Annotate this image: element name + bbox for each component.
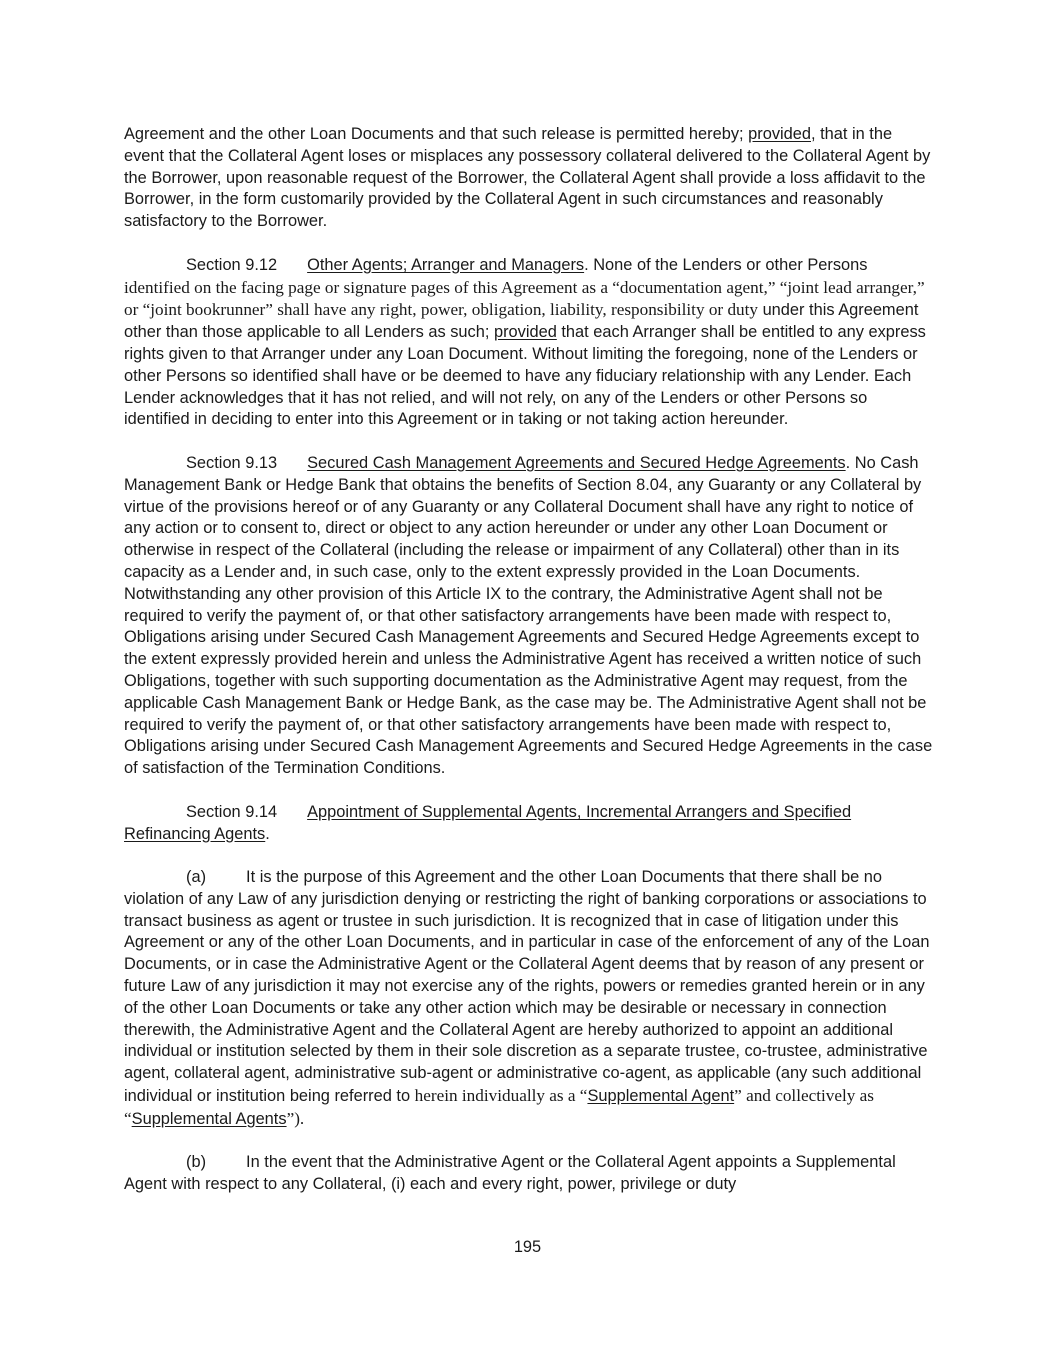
section-heading: Secured Cash Management Agreements and Secured Hedge Agreements	[307, 453, 846, 472]
page-number: 195	[513, 1238, 542, 1256]
defined-term-provided: provided	[493, 323, 557, 342]
section-9-14: Section 9.14 Appointment of Supplemental Agents, Incremental Arrangers and Specified Refinancing Agents.	[124, 802, 852, 843]
section-heading: Other Agents; Arranger and Managers	[307, 255, 585, 274]
defined-term-provided: provided	[748, 125, 811, 143]
defined-term-supplemental-agent: Supplemental Agent	[587, 1087, 735, 1106]
paragraph-continuation: Agreement and the other Loan Documents and that such release is permitted hereby; provided, that in the event that the Collateral Agent loses or misplaces any possessory collateral delivered to the Collateral Agent by the Borrower, upon reasonable request of the Borrower, the Collateral Agent shall provide a loss affidavit to the Borrower, in the form customarily provided by the Collateral Agent in such circumstances and reasonably satisfactory to the Borrower.	[124, 125, 931, 231]
document-page	[124, 124, 936, 1218]
subsection-label: (b)	[186, 1153, 207, 1172]
subsection-label: (a)	[186, 868, 207, 887]
section-number: Section 9.12	[186, 255, 278, 274]
defined-term-supplemental-agents: Supplemental Agents	[131, 1109, 287, 1128]
section-number: Section 9.13	[186, 453, 278, 472]
section-heading: Appointment of Supplemental Agents, Incremental Arrangers and Specified Refinancing Agents	[124, 802, 852, 843]
subsection-b: (b) In the event that the Administrative Agent or the Collateral Agent appoints a Supplemental Agent with respect to any Collateral, (i) each and every right, power, privilege or duty	[124, 1153, 896, 1194]
section-9-12: Section 9.12 Other Agents; Arranger and Managers. None of the Lenders or other Persons identified on the facing page or signature pages of this Agreement as a “documentation agent,” “joint lead arranger,” or “joint bookrunner” shall have any right, power, obligation, liability, responsibility or duty under this Agreement other than those applicable to all Lenders as such; provided that each Arranger shall be entitled to any express rights given to that Arranger under any Loan Document. Without limiting the foregoing, none of the Lenders or other Persons so identified shall have or be deemed to have any fiduciary relationship with any Lender. Each Lender acknowledges that it has not relied, and will not rely, on any of the Lenders or other Persons so identified in deciding to enter into this Agreement or in taking or not taking action hereunder.	[124, 255, 926, 429]
section-number: Section 9.14	[186, 802, 278, 821]
section-9-13: Section 9.13 Secured Cash Management Agreements and Secured Hedge Agreements. No Cash Management Bank or Hedge Bank that obtains the benefits of Section 8.04, any Guaranty or any Collateral by virtue of the provisions hereof or of any Guaranty or any Collateral Document shall have any right to notice of any action or to consent to, direct or object to any action hereunder or under any other Loan Document or otherwise in respect of the Collateral (including the release or impairment of any Collateral) other than in its capacity as a Lender and, in such case, only to the extent expressly provided in the Loan Documents. Notwithstanding any other provision of this Article IX to the contrary, the Administrative Agent shall not be required to verify the payment of, or that other satisfactory arrangements have been made with respect to, Obligations arising under Secured Cash Management Agreements and Secured Hedge Agreements except to the extent expressly provided herein and unless the Administrative Agent has received a written notice of such Obligations, together with such supporting documentation as the Administrative Agent may request, from the applicable Cash Management Bank or Hedge Bank, as the case may be. The Administrative Agent shall not be required to verify the payment of, or that other satisfactory arrangements have been made with respect to, Obligations arising under Secured Cash Management Agreements and Secured Hedge Agreements in the case of satisfaction of the Termination Conditions.	[124, 453, 933, 778]
subsection-a: (a) It is the purpose of this Agreement and the other Loan Documents that there shall be no violation of any Law of any jurisdiction denying or restricting the right of banking corporations or associations to transact business as agent or trustee in such jurisdiction. It is recognized that in case of litigation under this Agreement or any of the other Loan Documents, and in particular in case of the enforcement of any of the Loan Documents, or in case the Administrative Agent or the Collateral Agent deems that by reason of any present or future Law of any jurisdiction it may not exercise any of the rights, powers or remedies granted herein or in any of the other Loan Documents or take any other action which may be desirable or necessary in connection therewith, the Administrative Agent and the Collateral Agent are hereby authorized to appoint an additional individual or institution selected by them in their sole discretion as a separate trustee, co-trustee, administrative agent, collateral agent, administrative sub-agent or administrative co-agent, as applicable (any such additional individual or institution being referred to herein individually as a “Supplemental Agent” and collectively as “Supplemental Agents”).	[124, 868, 930, 1128]
